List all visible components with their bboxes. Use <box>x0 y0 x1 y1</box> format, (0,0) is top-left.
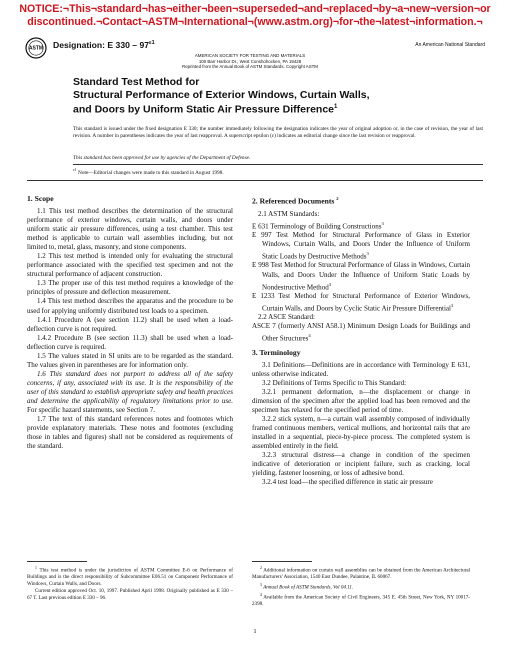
reprint-note: Reprinted from the Annual Book of ASTM Standards. Copyright ASTM <box>182 64 318 70</box>
para-2-2: 2.2 ASCE Standard: <box>258 313 315 322</box>
para-1-5: 1.5 The values stated in SI units are to be regarded as the standard. The values given in parentheses are for information only. <box>27 351 233 369</box>
designation <box>53 40 155 50</box>
ref-e997: E 997 Test Method for Structural Performance of Glass in Exterior Windows, Curtain Walls, and Doors Under the Influence of Uniform Static Loads by Destructive Methods$^3$ <box>252 230 470 261</box>
ref-asce7: ASCE 7 (formerly ANSI A58.1) Minimum Design Loads for Buildings and Other Structures$^4$ <box>252 322 470 343</box>
para-2-1: 2.1 ASTM Standards: <box>258 209 320 218</box>
footnote-2: $^2$ Additional information on curtain wall assemblies can be obtained from the American Architectural Manufacturers' Association, 1540 East Dundee, Palantine, IL 60067. <box>252 566 471 581</box>
para-1-4: 1.4 This test method describes the apparatus and the procedure to be used for applying uniformly distributed test loads to a specimen. <box>27 297 233 315</box>
header-divider <box>73 164 483 165</box>
para-1-7: 1.7 The text of this standard references notes and footnotes which provide explanatory materials. These notes and footnotes (excluding those in tables and figures) shall not be considered as requirements of the standard. <box>27 415 233 451</box>
ref-e1233: E 1233 Test Method for Structural Performance of Exterior Windows, Curtain Walls, and Doors by Cyclic Static Air Pressure Differential$^3$ <box>252 291 470 313</box>
footnote-divider-right <box>252 561 312 562</box>
notice-banner <box>0 3 510 29</box>
ref-e631: E 631 Terminology of Building Constructions$^3$ <box>252 220 384 230</box>
footnote-divider-left <box>27 561 87 562</box>
society-name: AMERICAN SOCIETY FOR TESTING AND MATERIALS <box>194 53 306 58</box>
section-scope-heading: 1. Scope <box>27 194 54 203</box>
designation-epsilon: ε1 <box>149 40 155 47</box>
page-number: 1 <box>253 628 257 635</box>
footnote-3: $^3$ Annual Book of ASTM Standards, Vol 04.11. <box>260 582 354 591</box>
editorial-note: $^{\varepsilon 1}$ Note—Editorial changes were made to this standard in August 1998. <box>73 167 224 176</box>
para-3-2: 3.2 Definitions of Terms Specific to This Standard: <box>262 378 407 387</box>
para-1-4-1: 1.4.1 Procedure A (see section 11.2) shall be used when a load-deflection curve is not required. <box>27 315 233 333</box>
para-3-2-4: 3.2.4 test load—the specified difference in static air pressure <box>262 478 433 487</box>
footnote-4: $^4$ Available from the American Society of Civil Engineers, 345 E. 45th Street, New York, NY 10017-2398. <box>252 593 470 608</box>
section-terminology-heading: 3. Terminology <box>252 347 301 357</box>
para-1-2: 1.2 This test method is intended only for evaluating the structural performance associated with the specified test specimen and not the structural performance of adjacent construction. <box>27 252 233 279</box>
para-1-3: 1.3 The proper use of this test method requires a knowledge of the principles of pressure and deflection measurement. <box>27 279 233 297</box>
national-standard-label: An American National Standard <box>415 42 485 48</box>
footnotes-right <box>252 565 470 609</box>
left-column <box>27 190 233 451</box>
title-line-2: Structural Performance of Exterior Windows, Curtain Walls, <box>73 88 370 101</box>
ref-e998: E 998 Test Method for Structural Performance of Glass in Windows, Curtain Walls, and Doors Under the Influence of Uniform Static Loads by Nondestructive Method$^3$ <box>252 261 470 291</box>
footnote-1-edition: Current edition approved Oct. 10, 1997. Published April 1998. Originally published as E 330 – 67 T. Last previous edition E 330 – 96. <box>27 588 233 602</box>
body-divider <box>27 180 483 181</box>
astm-logo <box>25 37 47 59</box>
designation-text: Designation: E 330 – 97 <box>53 40 149 50</box>
svg-text:ASTM: ASTM <box>28 45 44 52</box>
notice-line-1: NOTICE:¬This¬standard¬has¬either¬been¬superseded¬and¬replaced¬by¬a¬new¬version¬or <box>19 3 491 15</box>
para-1-1: 1.1 This test method describes the determination of the structural performance of exterior windows, curtain walls, and doors under uniform static air pressure differences, using a test chamber. This test method is applicable to curtain wall assemblies including, but not limited to, metal, glass, masonry, and stone components. <box>27 207 233 252</box>
document-title <box>73 76 473 116</box>
section-refs-heading: 2. Referenced Documents $^2$ <box>252 196 339 206</box>
para-1-4-2: 1.4.2 Procedure B (see section 11.3) shall be used when a load-deflection curve is required. <box>27 333 233 351</box>
para-3-2-2: 3.2.2 stick system, n—a curtain wall assembly composed of individually framed continuous members, vertical mullions, and horizontal rails that are installed in a sequential, piece-by-piece process. The completed system is assembled entirely in the field. <box>252 415 470 451</box>
title-footnote-mark: 1 <box>334 104 338 110</box>
society-street: 100 Barr Harbor Dr., West Conshohocken, PA 19428 <box>198 58 302 64</box>
title-line-1: Standard Test Method for <box>73 76 200 88</box>
para-3-2-1: 3.2.1 permanent deformation, n—the displacement or change in dimension of the specimen after the applied load has been removed and the specimen has relaxed for the specified period of time. <box>252 388 470 415</box>
footnote-1: $^1$ This test method is under the jurisdiction of ASTM Committee E-6 on Performance of Buildings and is the direct responsibility of Subcommittee E06.51 on Component Performance of Windows, Curtain Walls, and Doors. <box>27 566 233 587</box>
dod-approval: This standard has been approved for use by agencies of the Department of Defense. <box>73 155 251 161</box>
notice-line-2: discontinued.¬Contact¬ASTM¬International¬(www.astm.org)¬for¬the¬latest¬information.¬ <box>27 16 483 28</box>
society-address <box>150 53 350 70</box>
para-3-2-3: 3.2.3 structural distress—a change in condition of the specimen indicative of deterioration or incipient failure, such as cracking, local yielding, fastener loosening, or loss of adhesive bond. <box>252 451 470 478</box>
issuance-statement: This standard is issued under the fixed designation E 330; the number immediately following the designation indicates the year of original adoption or, in the case of revision, the year of last revision. A number in parentheses indicates the year of last reapproval. A superscript epsilon (ε) indicates an editorial change since the last revision or reapproval. <box>73 126 483 139</box>
footnotes-left <box>27 565 233 603</box>
para-1-6: 1.6 This standard does not purport to address all of the safety concerns, if any, associated with its use. It is the responsibility of the user of this standard to establish appropriate safety and health practices and determine the applicability of regulatory limitations prior to use. For specific hazard statements, see Section 7. <box>27 369 233 415</box>
title-line-3: and Doors by Uniform Static Air Pressure Difference$^1$ <box>73 103 338 116</box>
para-3-1: 3.1 Definitions—Definitions are in accordance with Terminology E 631, unless otherwise indicated. <box>252 360 470 378</box>
right-column <box>252 190 470 488</box>
